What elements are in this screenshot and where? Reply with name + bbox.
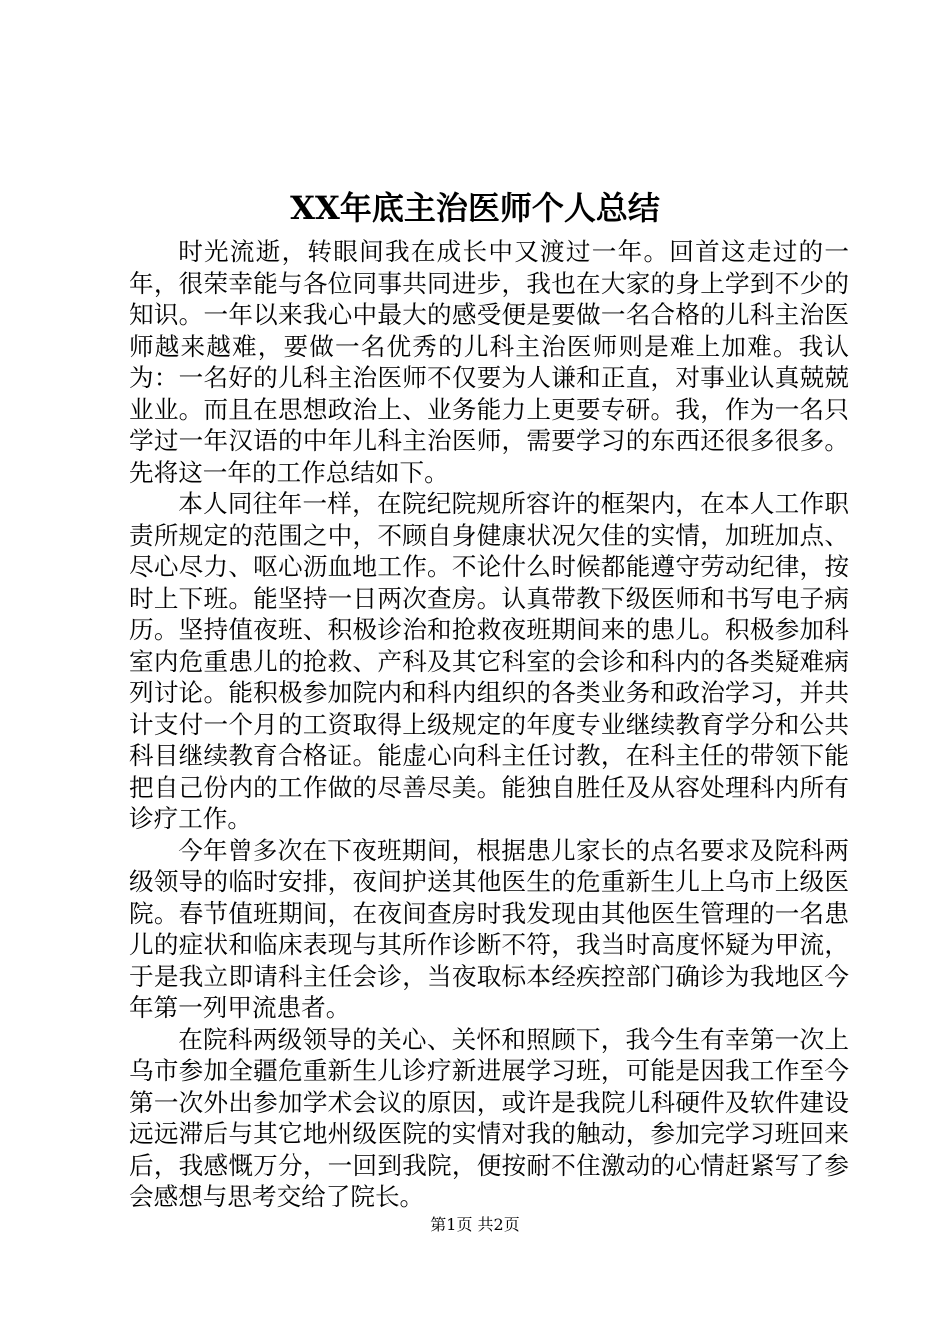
paragraph-2: 本人同往年一样，在院纪院规所容许的框架内，在本人工作职责所规定的范围之中，不顾自身健康状况欠佳的实情，加班加点、尽心尽力、呕心沥血地工作。不论什么时候都能遵守劳动纪律，按时上下班。能坚持一日两次查房。认真带教下级医师和书写电子病历。坚持值夜班、积极诊治和抢救夜班期间来的患儿。积极参加科室内危重患儿的抢救、产科及其它科室的会诊和科内的各类疑难病列讨论。能积极参加院内和科内组织的各类业务和政治学习，并共计支付一个月的工资取得上级规定的年度专业继续教育学分和公共科目继续教育合格证。能虚心向科主任讨教，在科主任的带领下能把自己份内的工作做的尽善尽美。能独自胜任及从容处理科内所有诊疗工作。 bbox=[129, 489, 849, 833]
paragraph-4: 在院科两级领导的关心、关怀和照顾下，我今生有幸第一次上乌市参加全疆危重新生儿诊疗新进展学习班，可能是因我工作至今第一次外出参加学术会议的原因，或许是我院儿科硬件及软件建设远远滞后与其它地州级医院的实情对我的触动，参加完学习班回来后，我感慨万分，一回到我院，便按耐不住激动的心情赶紧写了参会感想与思考交给了院长。 bbox=[129, 1024, 849, 1211]
paragraph-1: 时光流逝，转眼间我在成长中又渡过一年。回首这走过的一年，很荣幸能与各位同事共同进步，我也在大家的身上学到不少的知识。一年以来我心中最大的感受便是要做一名合格的儿科主治医师越来越难，要做一名优秀的儿科主治医师则是难上加难。我认为：一名好的儿科主治医师不仅要为人谦和正直，对事业认真兢兢业业。而且在思想政治上、业务能力上更要专研。我，作为一名只学过一年汉语的中年儿科主治医师，需要学习的东西还很多很多。先将这一年的工作总结如下。 bbox=[129, 237, 849, 487]
paragraph-3: 今年曾多次在下夜班期间，根据患儿家长的点名要求及院科两级领导的临时安排，夜间护送其他医生的危重新生儿上乌市上级医院。春节值班期间，在夜间查房时我发现由其他医生管理的一名患儿的症状和临床表现与其所作诊断不符，我当时高度怀疑为甲流，于是我立即请科主任会诊，当夜取标本经疾控部门确诊为我地区今年第一列甲流患者。 bbox=[129, 835, 849, 1022]
page-footer: 第1页 共2页 bbox=[430, 1215, 520, 1234]
document-title: XX年底主治医师个人总结 bbox=[290, 189, 660, 227]
document-body bbox=[129, 236, 849, 1213]
